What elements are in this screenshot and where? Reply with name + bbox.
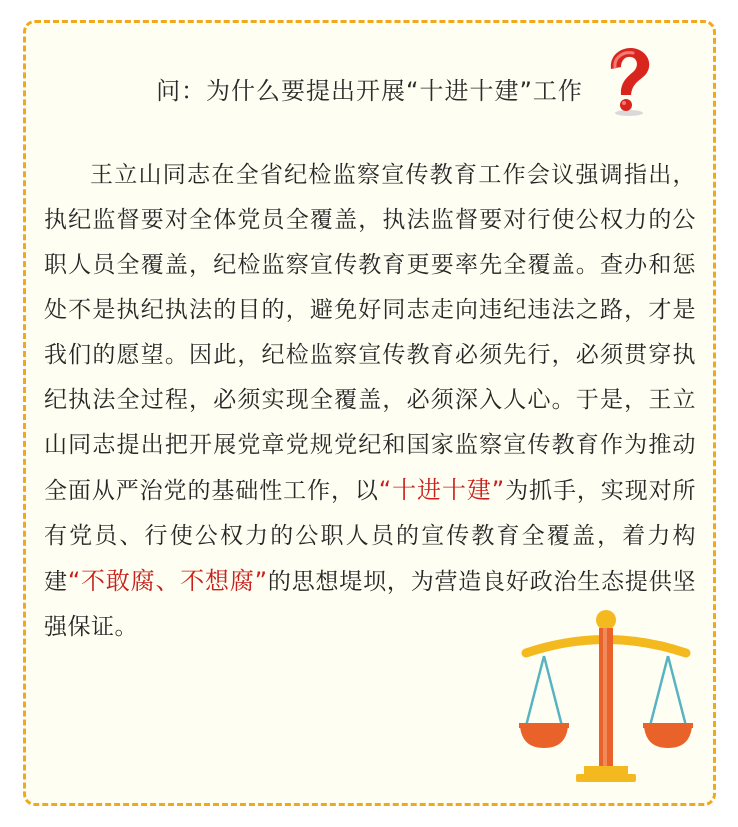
question-mark-icon	[599, 45, 659, 117]
body-text-part1: 王立山同志在全省纪检监察宣传教育工作会议强调指出，执纪监督要对全体党员全覆盖，执法监督要对行使公权力的公职人员全覆盖，纪检监察宣传教育更要率先全覆盖。查办和惩处不是执纪执法的目的，避免好同志走向违纪违法之路，才是我们的愿望。因此，纪检监察宣传教育必须先行，必须贯穿执纪执法全过程，必须实现全覆盖，必须深入人心。于是，王立山同志提出把开展党章党规党纪和国家监察宣传教育作为推动全面从严治党的基础性工作，以	[44, 162, 696, 504]
body-text-part3: 的思想堤坝，为营造良好政治生态提供坚强保证。	[44, 569, 697, 640]
balance-scale-icon	[516, 608, 696, 783]
title-text: 问：为什么要提出开展“十进十建”工作	[156, 77, 583, 105]
highlight-shijin-shijian: “十进十建”	[378, 476, 505, 504]
highlight-bugan-buxiang: “不敢腐、不想腐”	[67, 567, 268, 595]
body-text-part2: 为抓手，实现对所有党员、行使公权力的公职人员的宣传教育全覆盖，着力构建	[44, 478, 697, 595]
content-card	[23, 20, 716, 806]
body-paragraph	[44, 153, 696, 650]
